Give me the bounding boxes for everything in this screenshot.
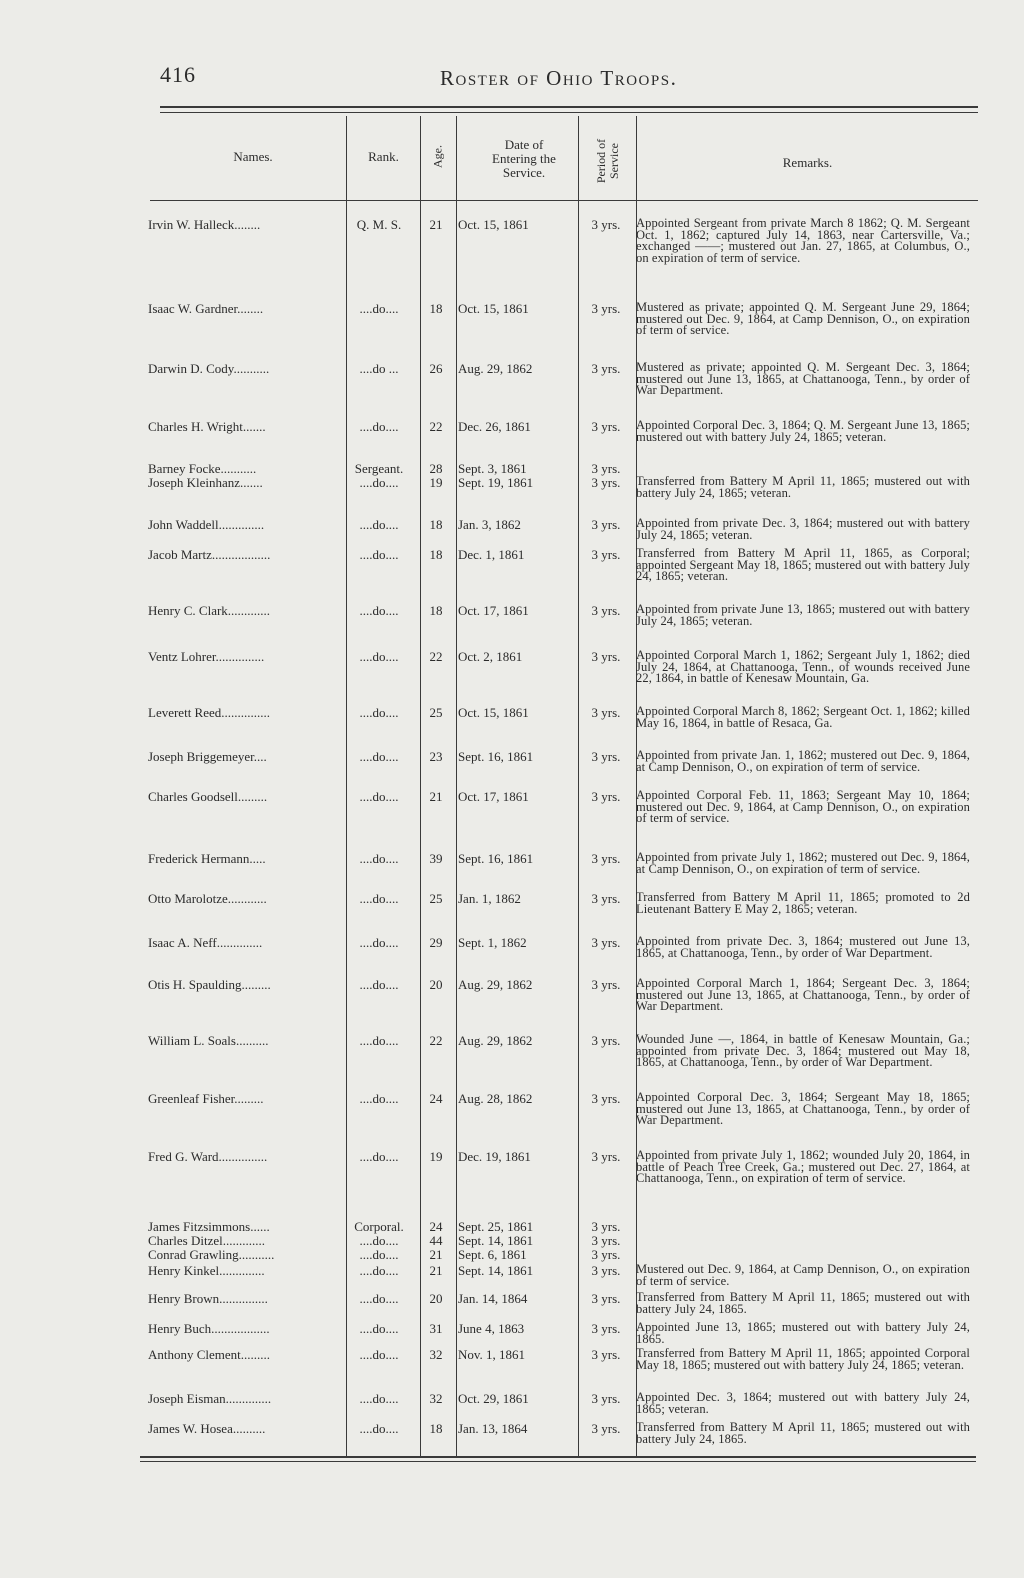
row-name: Barney Focke........... (148, 461, 257, 476)
row-date: Sept. 16, 1861 (458, 851, 534, 866)
row-period: 3 yrs. (591, 851, 621, 866)
row-name: Henry Brown............... (148, 1291, 268, 1306)
row-date: Jan. 14, 1864 (458, 1291, 528, 1306)
row-period: 3 yrs. (591, 1347, 621, 1362)
row-rank: ....do.... (359, 1291, 399, 1306)
row-date: June 4, 1863 (458, 1321, 525, 1336)
row-period: 3 yrs. (591, 603, 621, 618)
rank-header: Rank. (368, 149, 399, 164)
row-period: 3 yrs. (591, 935, 621, 950)
row-remarks: Mustered out Dec. 9, 1864, at Camp Dennison, O., on expiration of term of service. (636, 1262, 970, 1288)
row-age: 19 (429, 475, 443, 490)
row-period: 3 yrs. (591, 891, 621, 906)
row-rank: Sergeant. (354, 461, 404, 476)
row-age: 18 (429, 603, 443, 618)
row-remarks: Appointed from private July 1, 1862; wounded July 20, 1864, in battle of Peach Tree Creek, Ga.; mustered out Dec. 27, 1864, at Chattanooga, Tenn., on expiration of term of service. (636, 1148, 970, 1185)
row-name: James W. Hosea.......... (148, 1421, 266, 1436)
row-name: Otto Marolotze............ (148, 891, 267, 906)
row-name: Frederick Hermann..... (148, 851, 266, 866)
row-date: Sept. 14, 1861 (458, 1263, 534, 1278)
page-title: Roster of Ohio Troops. (440, 66, 678, 90)
row-period: 3 yrs. (591, 749, 621, 764)
row-rank: ....do.... (359, 1421, 399, 1436)
row-date: Dec. 19, 1861 (458, 1149, 531, 1164)
row-remarks: Transferred from Battery M April 11, 1865; mustered out with battery July 24, 1865. (636, 1290, 970, 1316)
row-age: 22 (429, 649, 443, 664)
row-remarks: Transferred from Battery M April 11, 1865; promoted to 2d Lieutenant Battery E May 2, 1865; veteran. (636, 890, 970, 916)
row-age: 18 (429, 517, 443, 532)
row-period: 3 yrs. (591, 977, 621, 992)
row-name: Henry Buch.................. (148, 1321, 270, 1336)
row-date: Oct. 15, 1861 (458, 705, 529, 720)
row-rank: Corporal. (354, 1219, 404, 1234)
row-period: 3 yrs. (591, 1091, 621, 1106)
row-period: 3 yrs. (591, 1247, 621, 1262)
names-header: Names. (233, 149, 273, 164)
row-age: 24 (429, 1091, 443, 1106)
row-period: 3 yrs. (591, 217, 621, 232)
row-remarks: Transferred from Battery M April 11, 1865; appointed Corporal May 18, 1865; mustered out with battery July 24, 1865; veteran. (636, 1346, 970, 1372)
row-period: 3 yrs. (591, 1291, 621, 1306)
row-period: 3 yrs. (591, 517, 621, 532)
row-rank: ....do.... (359, 1391, 399, 1406)
row-age: 20 (429, 1291, 443, 1306)
row-rank: ....do.... (359, 1033, 399, 1048)
row-rank: ....do.... (359, 851, 399, 866)
row-remarks: Transferred from Battery M April 11, 1865; mustered out with battery July 24, 1865; veteran. (636, 474, 970, 500)
row-date: Dec. 1, 1861 (458, 547, 525, 562)
row-rank: ....do.... (359, 475, 399, 490)
row-name: Charles H. Wright....... (148, 419, 266, 434)
row-rank: ....do.... (359, 705, 399, 720)
row-date: Nov. 1, 1861 (458, 1347, 526, 1362)
row-date: Oct. 15, 1861 (458, 217, 529, 232)
row-rank: ....do.... (359, 547, 399, 562)
row-remarks: Appointed June 13, 1865; mustered out with battery July 24, 1865. (636, 1320, 970, 1346)
row-remarks: Mustered as private; appointed Q. M. Sergeant Dec. 3, 1864; mustered out June 13, 1865, at Chattanooga, Tenn., by order of War Department. (636, 360, 970, 397)
row-name: Henry Kinkel.............. (148, 1263, 265, 1278)
row-remarks: Appointed from private June 13, 1865; mustered out with battery July 24, 1865; veteran. (636, 602, 970, 628)
row-name: Isaac A. Neff.............. (148, 935, 263, 950)
row-period: 3 yrs. (591, 649, 621, 664)
row-name: Anthony Clement......... (148, 1347, 271, 1362)
row-age: 18 (429, 301, 443, 316)
row-period: 3 yrs. (591, 419, 621, 434)
row-rank: ....do.... (359, 789, 399, 804)
row-name: Conrad Grawling........... (148, 1247, 275, 1262)
date-header: Date of Entering the Service. (492, 137, 556, 180)
row-rank: ....do.... (359, 603, 399, 618)
row-age: 22 (429, 1033, 443, 1048)
row-name: John Waddell.............. (148, 517, 265, 532)
row-date: Aug. 29, 1862 (458, 1033, 533, 1048)
row-remarks: Appointed from private Jan. 1, 1862; mustered out Dec. 9, 1864, at Camp Dennison, O., on expiration of term of service. (636, 748, 970, 774)
row-remarks: Appointed Corporal Dec. 3, 1864; Q. M. Sergeant June 13, 1865; mustered out with battery July 24, 1865; veteran. (636, 418, 970, 444)
row-age: 44 (429, 1233, 443, 1248)
row-remarks: Appointed Corporal March 1, 1864; Sergeant Dec. 3, 1864; mustered out June 13, 1865, at Chattanooga, Tenn., by order of War Department. (636, 976, 970, 1013)
row-remarks: Appointed from private Dec. 3, 1864; mustered out June 13, 1865, at Chattanooga, Tenn., by order of War Department. (636, 934, 970, 960)
row-date: Aug. 28, 1862 (458, 1091, 533, 1106)
row-period: 3 yrs. (591, 361, 621, 376)
row-name: Charles Ditzel............. (148, 1233, 265, 1248)
row-date: Oct. 17, 1861 (458, 603, 529, 618)
row-age: 21 (429, 1263, 443, 1278)
row-rank: ....do.... (359, 1233, 399, 1248)
row-period: 3 yrs. (591, 1149, 621, 1164)
row-remarks: Appointed Corporal Dec. 3, 1864; Sergeant May 18, 1865; mustered out June 13, 1865, at Chattanooga, Tenn., by order of War Department. (636, 1090, 970, 1127)
row-remarks: Appointed Corporal March 1, 1862; Sergeant July 1, 1862; died July 24, 1864, at Chattanooga, Tenn., of wounds received June 22, 1864, in battle of Kenesaw Mountain, Ga. (636, 648, 970, 685)
row-date: Jan. 3, 1862 (458, 517, 521, 532)
row-remarks: Transferred from Battery M April 11, 1865, as Corporal; appointed Sergeant May 18, 1865; mustered out with battery July 24, 1865; veteran. (636, 546, 970, 583)
row-name: Darwin D. Cody........... (148, 361, 270, 376)
row-date: Sept. 25, 1861 (458, 1219, 534, 1234)
row-age: 31 (429, 1321, 443, 1336)
row-period: 3 yrs. (591, 1233, 621, 1248)
row-period: 3 yrs. (591, 547, 621, 562)
row-age: 21 (429, 217, 443, 232)
row-age: 29 (429, 935, 443, 950)
row-remarks: Transferred from Battery M April 11, 1865; mustered out with battery July 24, 1865. (636, 1420, 970, 1446)
row-age: 25 (429, 891, 443, 906)
row-remarks: Appointed Corporal March 8, 1862; Sergeant Oct. 1, 1862; killed May 16, 1864, in battle of Resaca, Ga. (636, 704, 970, 730)
row-date: Oct. 29, 1861 (458, 1391, 529, 1406)
row-period: 3 yrs. (591, 1391, 621, 1406)
period-header: Period of Service (594, 138, 621, 184)
row-date: Oct. 2, 1861 (458, 649, 523, 664)
row-date: Oct. 17, 1861 (458, 789, 529, 804)
row-remarks: Appointed from private July 1, 1862; mustered out Dec. 9, 1864, at Camp Dennison, O., on expiration of term of service. (636, 850, 970, 876)
row-rank: ....do.... (359, 891, 399, 906)
row-rank: ....do.... (359, 749, 399, 764)
row-remarks: Mustered as private; appointed Q. M. Sergeant June 29, 1864; mustered out Dec. 9, 1864, at Camp Dennison, O., on expiration of term of service. (636, 300, 970, 337)
row-date: Jan. 1, 1862 (458, 891, 521, 906)
row-name: Charles Goodsell......... (148, 789, 268, 804)
row-rank: ....do.... (359, 1321, 399, 1336)
row-name: James Fitzsimmons...... (148, 1219, 270, 1234)
row-age: 21 (429, 1247, 443, 1262)
row-rank: ....do.... (359, 1247, 399, 1262)
row-name: Joseph Eisman.............. (148, 1391, 272, 1406)
row-period: 3 yrs. (591, 789, 621, 804)
row-remarks: Appointed Sergeant from private March 8 1862; Q. M. Sergeant Oct. 1, 1862; captured July 14, 1863, near Cartersville, Va.; exchanged ——; mustered out Jan. 27, 1865, at Columbus, O., on expiration of term of service. (636, 216, 970, 265)
row-name: Irvin W. Halleck........ (148, 217, 261, 232)
row-rank: ....do ... (359, 361, 399, 376)
row-age: 24 (429, 1219, 443, 1234)
row-date: Sept. 1, 1862 (458, 935, 527, 950)
row-rank: ....do.... (359, 1091, 399, 1106)
row-age: 18 (429, 547, 443, 562)
row-age: 21 (429, 789, 443, 804)
row-rank: ....do.... (359, 935, 399, 950)
row-age: 32 (429, 1347, 443, 1362)
row-rank: ....do.... (359, 517, 399, 532)
row-remarks: Appointed Dec. 3, 1864; mustered out with battery July 24, 1865; veteran. (636, 1390, 970, 1416)
row-rank: ....do.... (359, 419, 399, 434)
row-period: 3 yrs. (591, 1321, 621, 1336)
row-age: 20 (429, 977, 443, 992)
row-name: Greenleaf Fisher......... (148, 1091, 264, 1106)
row-period: 3 yrs. (591, 1263, 621, 1278)
row-period: 3 yrs. (591, 461, 621, 476)
row-remarks: Appointed Corporal Feb. 11, 1863; Sergeant May 10, 1864; mustered out Dec. 9, 1864, at Camp Dennison, O., on expiration of term of service. (636, 788, 970, 825)
row-name: Ventz Lohrer............... (148, 649, 265, 664)
row-period: 3 yrs. (591, 1421, 621, 1436)
remarks-header: Remarks. (782, 155, 833, 170)
page-number: 416 (160, 62, 196, 87)
row-period: 3 yrs. (591, 705, 621, 720)
row-date: Sept. 19, 1861 (458, 475, 534, 490)
row-period: 3 yrs. (591, 1033, 621, 1048)
row-period: 3 yrs. (591, 1219, 621, 1234)
row-age: 22 (429, 419, 443, 434)
row-date: Aug. 29, 1862 (458, 977, 533, 992)
row-period: 3 yrs. (591, 301, 621, 316)
row-name: Leverett Reed............... (148, 705, 271, 720)
row-name: Henry C. Clark............. (148, 603, 271, 618)
row-date: Aug. 29, 1862 (458, 361, 533, 376)
row-date: Sept. 3, 1861 (458, 461, 527, 476)
row-name: Fred G. Ward............... (148, 1149, 268, 1164)
row-name: Jacob Martz.................. (148, 547, 271, 562)
row-name: Isaac W. Gardner........ (148, 301, 264, 316)
row-age: 32 (429, 1391, 443, 1406)
row-name: Otis H. Spaulding......... (148, 977, 271, 992)
row-date: Sept. 16, 1861 (458, 749, 534, 764)
row-age: 19 (429, 1149, 443, 1164)
row-rank: ....do.... (359, 649, 399, 664)
row-age: 18 (429, 1421, 443, 1436)
row-date: Dec. 26, 1861 (458, 419, 531, 434)
row-date: Sept. 14, 1861 (458, 1233, 534, 1248)
row-rank: ....do.... (359, 301, 399, 316)
row-name: Joseph Briggemeyer.... (148, 749, 267, 764)
row-date: Jan. 13, 1864 (458, 1421, 528, 1436)
row-date: Sept. 6, 1861 (458, 1247, 527, 1262)
row-age: 39 (429, 851, 443, 866)
row-age: 26 (429, 361, 443, 376)
row-rank: Q. M. S. (356, 217, 402, 232)
row-age: 23 (429, 749, 443, 764)
age-header: Age. (430, 145, 445, 168)
row-remarks: Wounded June —, 1864, in battle of Kenesaw Mountain, Ga.; appointed from private Dec. 3, 1864; mustered out May 18, 1865, at Chattanooga, Tenn., by order of War Department. (636, 1032, 970, 1069)
row-period: 3 yrs. (591, 475, 621, 490)
row-remarks: Appointed from private Dec. 3, 1864; mustered out with battery July 24, 1865; veteran. (636, 516, 970, 542)
row-rank: ....do.... (359, 1149, 399, 1164)
row-rank: ....do.... (359, 977, 399, 992)
row-name: William L. Soals.......... (148, 1033, 269, 1048)
row-date: Oct. 15, 1861 (458, 301, 529, 316)
row-rank: ....do.... (359, 1263, 399, 1278)
row-rank: ....do.... (359, 1347, 399, 1362)
row-age: 28 (429, 461, 443, 476)
row-age: 25 (429, 705, 443, 720)
row-name: Joseph Kleinhanz....... (148, 475, 263, 490)
